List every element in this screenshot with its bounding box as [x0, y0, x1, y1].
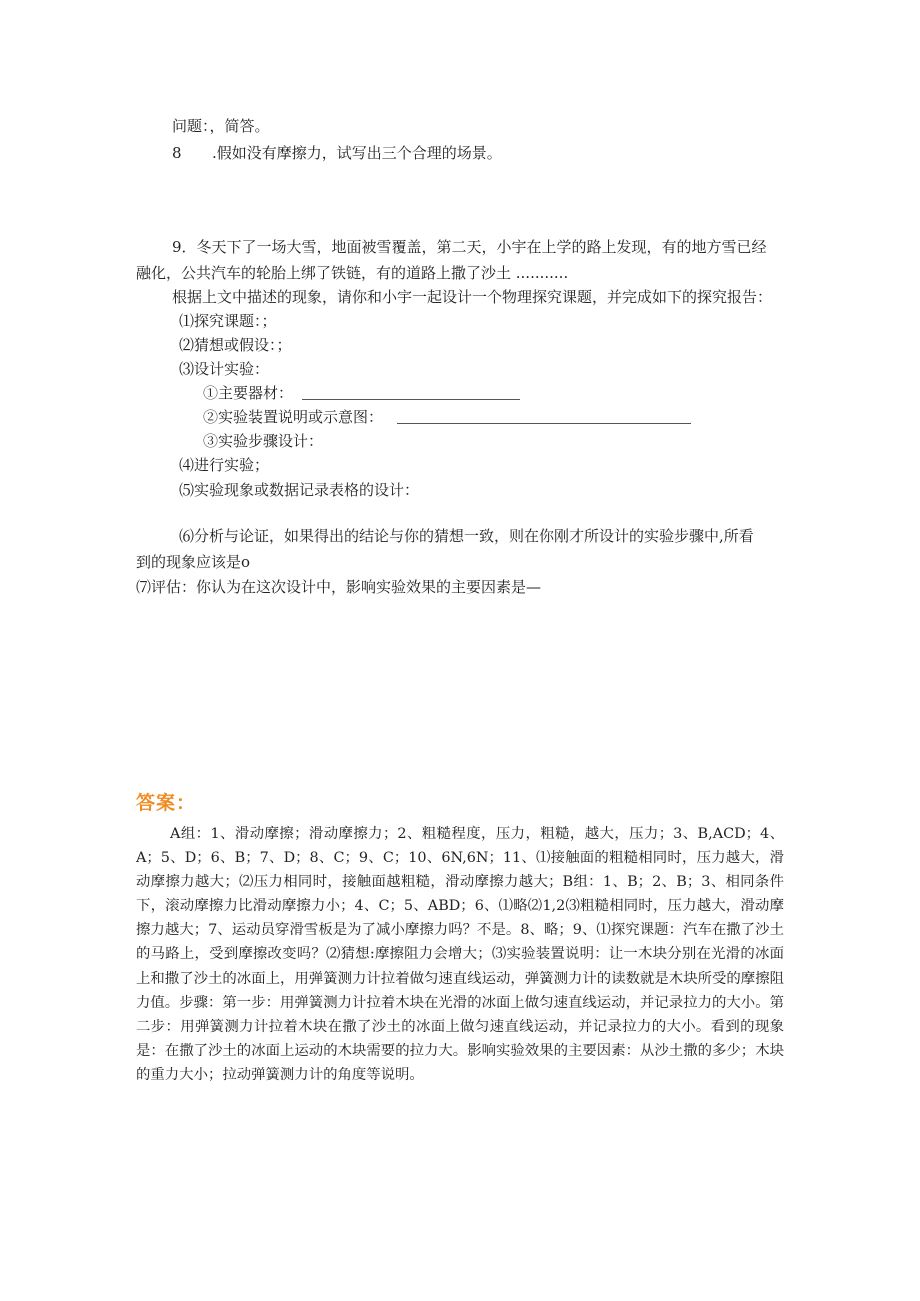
report-step-2: ⑵猜想或假设：； [179, 336, 292, 354]
question-8-text: .假如没有摩擦力，试写出三个合理的场景。 [212, 144, 502, 162]
question-9-line-3: 根据上文中描述的现象，请你和小宇一起设计一个物理探究课题，并完成如下的探究报告： [172, 288, 773, 306]
answer-blank-line [302, 399, 520, 400]
report-step-3: ⑶设计实验： [179, 360, 270, 378]
question-9-line-1: 9．冬天下了一场大雪，地面被雪覆盖，第二天，小宇在上学的路上发现，有的地方雪已经 [172, 238, 767, 256]
question-9-line-2: 融化，公共汽车的轮胎上绑了铁链，有的道路上撒了沙土 ........... [136, 264, 569, 282]
report-step-4: ⑷进行实验； [179, 456, 270, 474]
answer-blank-line [397, 423, 691, 424]
report-step-3b: ②实验装置说明或示意图： [203, 408, 384, 426]
answers-heading: 答案： [136, 792, 197, 814]
report-step-1: ⑴探究课题：； [179, 312, 277, 330]
report-step-3c: ③实验步骤设计： [203, 432, 324, 450]
question-8-number: 8 [172, 144, 182, 162]
report-step-6-line-2: 到的现象应该是o [136, 553, 251, 571]
report-step-7: ⑺评估：你认为在这次设计中，影响实验效果的主要因素是— [136, 578, 542, 596]
answers-body: A组：1、滑动摩擦；滑动摩擦力；2、粗糙程度，压力，粗糙，越大，压力；3、B,ACD；4、A；5、D；6、B；7、D；8、C；9、C；10、6N,6N；11、⑴接触面的粗糙相同时，压力越大，滑动摩擦力越大；⑵压力相同时，接触面越粗糙，滑动摩擦力越大；B组：1、B；2、B；3、相同条件下，滚动摩擦力比滑动摩擦力小；4、C；5、ABD；6、⑴略⑵1,2⑶粗糙相同时，压力越大，滑动摩擦力越大；7、运动员穿滑雪板是为了减小摩擦力吗？不是。8、略；9、⑴探究课题：汽车在撒了沙土的马路上，受到摩擦改变吗？⑵猜想:摩擦阻力会增大；⑶实验装置说明：让一木块分别在光滑的冰面上和撒了沙土的冰面上，用弹簧测力计拉着做匀速直线运动，弹簧测力计的读数就是木块所受的摩擦阻力值。步骤：第一步：用弹簧测力计拉着木块在光滑的冰面上做匀速直线运动，并记录拉力的大小。第二步：用弹簧测力计拉着木块在撒了沙土的冰面上做匀速直线运动，并记录拉力的大小。看到的现象是：在撒了沙土的冰面上运动的木块需要的拉力大。影响实验效果的主要因素：从沙土撒的多少；木块的重力大小；拉动弹簧测力计的角度等说明。 [136, 826, 784, 1083]
report-step-5: ⑸实验现象或数据记录表格的设计： [179, 481, 420, 499]
report-step-6-line-1: ⑹分析与论证，如果得出的结论与你的猜想一致，则在你刚才所设计的实验步骤中,所看 [179, 527, 754, 545]
question-line: 问题：，简答。 [172, 117, 270, 135]
report-step-3a: ①主要器材： [203, 384, 294, 402]
